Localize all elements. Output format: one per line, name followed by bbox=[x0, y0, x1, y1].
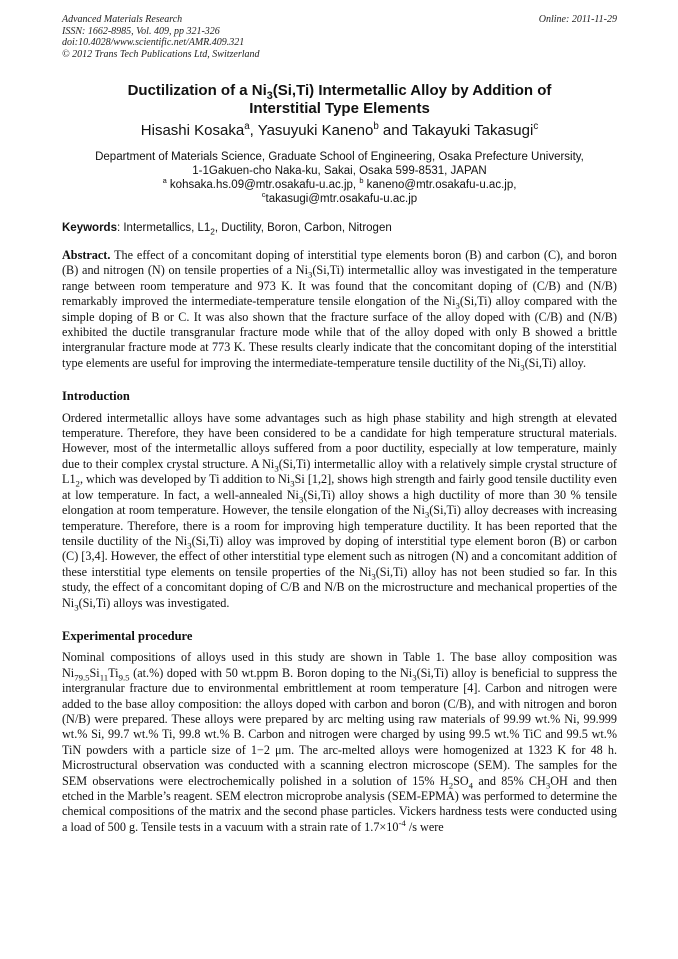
email-c[interactable]: takasugi@mtr.osakafu-u.ac.jp bbox=[265, 193, 418, 205]
subscript: 3 bbox=[298, 494, 304, 505]
subscript: 4 bbox=[468, 780, 474, 791]
email-b[interactable]: kaneno@mtr.osakafu-u.ac.jp, bbox=[363, 179, 517, 191]
journal-name: Advanced Materials Research bbox=[62, 14, 183, 25]
subscript: 3 bbox=[520, 362, 525, 373]
email-c-mark: c bbox=[261, 190, 266, 200]
author-3-mark: c bbox=[533, 121, 539, 132]
subscript: 3 bbox=[545, 780, 551, 791]
subscript: 3 bbox=[274, 463, 279, 474]
experimental-heading: Experimental procedure bbox=[62, 628, 193, 643]
email-a[interactable]: kohsaka.hs.09@mtr.osakafu-u.ac.jp, bbox=[166, 179, 360, 191]
subscript: 79.5 bbox=[74, 672, 90, 683]
intro-text: (Si,Ti) alloy decreases with increasing temperature. Therefore, there is a room for improving high temperature ductility. It has been reported that the tensile ductility of the Ni bbox=[62, 503, 617, 548]
intro-text: Ordered intermetallic alloys have some advantages such as high phase stability and high strength at elevated temperature. Therefore, they have been considered to be a candidate for high temperature structural materials. However, most of the intermetallic alloys suffered from a poor ductility, especially at low temperature, mainly due to their complex crystal structure. A Ni bbox=[62, 410, 617, 471]
subscript: 3 bbox=[455, 300, 460, 311]
exp-text: SO bbox=[453, 773, 469, 788]
subscript: 3 bbox=[290, 478, 295, 489]
exp-text: Si bbox=[89, 665, 100, 680]
copyright-line: © 2012 Trans Tech Publications Ltd, Switzerland bbox=[62, 48, 260, 60]
exp-text: OH and then etched in the Marble’s reagent. SEM electron microprobe analysis (SEM-EPMA) was performed to determine the chemical compositions of the matrix and the second phase particles. Vickers hardness tests were conducted using a load of 500 g. Tensile tests in a vacuum with a strain rate of 1.7×10 bbox=[62, 773, 617, 834]
exp-text: Ti bbox=[108, 665, 119, 680]
intro-text: (Si,Ti) alloy shows a high ductility of more than 30 % tensile elongation at room temperature. However, the tensile elongation of the Ni bbox=[62, 487, 617, 518]
title-subscript: 3 bbox=[266, 90, 273, 102]
keywords-text: : Intermetallics, L1 bbox=[116, 222, 211, 234]
author-2-mark: b bbox=[373, 121, 379, 132]
subscript: 2 bbox=[448, 780, 454, 791]
intro-text: (Si,Ti) intermetallic alloy with a relatively simple crystal structure of L1 bbox=[62, 456, 617, 487]
subscript: 3 bbox=[307, 269, 313, 280]
subscript: 11 bbox=[99, 672, 109, 683]
paper-body bbox=[62, 248, 617, 835]
subscript: 3 bbox=[412, 672, 417, 683]
doi-line: doi:10.4028/www.scientific.net/AMR.409.321 bbox=[62, 37, 245, 48]
exp-text: /s were bbox=[405, 819, 444, 834]
subscript: 3 bbox=[424, 509, 430, 520]
introduction-paragraph bbox=[62, 411, 617, 611]
affiliation-line-1: Department of Materials Science, Graduate School of Engineering, Osaka Prefecture University, bbox=[95, 151, 584, 163]
keywords bbox=[62, 222, 617, 237]
abstract-text: The effect of a concomitant doping of interstitial type elements boron (B) and carbon (C), and boron (B) and nitrogen (N) on tensile properties of a Ni bbox=[62, 248, 617, 278]
title-text-cont: (Si,Ti) Intermetallic Alloy by Addition of bbox=[272, 82, 552, 99]
intro-text: (Si,Ti) alloy has not been studied so far. In this study, the effect of a concomitant doping of C/B and N/B on the microstructure and mechanical properties of the Ni bbox=[62, 564, 617, 610]
exp-text: and 85% CH bbox=[473, 773, 546, 788]
intro-text: (Si,Ti) alloys was investigated. bbox=[78, 595, 230, 610]
keywords-text-cont: , Ductility, Boron, Carbon, Nitrogen bbox=[214, 222, 392, 234]
title-line-2: Interstitial Type Elements bbox=[249, 100, 430, 117]
experimental-paragraph bbox=[62, 650, 617, 835]
keywords-subscript: 2 bbox=[210, 227, 215, 237]
abstract-text: (Si,Ti) alloy. bbox=[524, 355, 587, 370]
affiliation-line-2: 1-1Gakuen-cho Naka-ku, Sakai, Osaka 599-8531, JAPAN bbox=[192, 165, 487, 177]
email-line-2 bbox=[62, 192, 617, 206]
author-3: and Takayuki Takasugi bbox=[378, 122, 534, 139]
author-1: Hisashi Kosaka bbox=[140, 122, 245, 139]
subscript: 3 bbox=[187, 540, 192, 551]
abstract-text: (Si,Ti) alloy compared with the simple doping of B or C. It was also shown that the fracture surface of the alloy doped with (C/B) and (N/B) exhibited the ductile transgranular fracture mode while that of the alloy doped with only B showed a brittle intergranular fracture mode at 773 K. These results clearly indicate that the concomitant doping of the interstitial type elements are useful for improving the intermediate-temperature tensile ductility of the Ni bbox=[62, 294, 617, 370]
subscript: 3 bbox=[371, 571, 376, 582]
exp-text: (at.%) doped with 50 wt.ppm B. Boron doping to the Ni bbox=[129, 665, 413, 680]
author-list bbox=[62, 122, 617, 140]
exp-text: (Si,Ti) alloy is beneficial to suppress the intergranular fracture due to environmental embrittlement at room temperature [4]. Carbon and nitrogen were added to the base alloy composition: the alloys doped with carbon and boron (C/B), and with nitrogen and boron (N/B) were prepared. These alloys were prepared by arc melting using raw materials of 99.99 wt.% Ni, 99.999 wt.% Si, 99.7 wt.% Ti, 99.8 wt.% B. Carbon and nitrogen were charged by using 99.5 wt.% TiC and 99.5 wt.% TiN powders with a particle size of 1−2 μm. The arc-melted alloys were homogenized at 1323 K for 48 h. Microstructural observation was conducted with a scanning electron microscope (SEM). The samples for the SEM observations were electrochemically polished in a solution of 15% H bbox=[62, 665, 617, 788]
intro-text: Si [1,2], shows high strength and fairly good tensile ductility even at low temperature. In fact, a well-annealed Ni bbox=[62, 472, 617, 502]
keywords-label: Keywords bbox=[62, 222, 117, 234]
superscript: -4 bbox=[398, 817, 406, 828]
abstract-text: (Si,Ti) intermetallic alloy was investigated in the temperature range between room temperature and 973 K. It was found that the concomitant doping of (C/B) and (N/B) remarkably improved the intermediate-temperature tensile elongation of the Ni bbox=[62, 263, 618, 309]
author-1-mark: a bbox=[244, 121, 250, 132]
issn-line: ISSN: 1662-8985, Vol. 409, pp 321-326 bbox=[62, 25, 220, 37]
abstract-label: Abstract. bbox=[62, 248, 111, 262]
introduction-heading: Introduction bbox=[62, 389, 130, 404]
email-a-mark: a bbox=[162, 176, 167, 186]
title-text: Ductilization of a Ni bbox=[127, 82, 267, 99]
online-date: Online: 2011-11-29 bbox=[538, 14, 617, 25]
journal-header bbox=[62, 14, 617, 60]
author-2: , Yasuyuki Kaneno bbox=[249, 122, 374, 139]
subscript: 9.5 bbox=[118, 672, 130, 683]
intro-text: (Si,Ti) alloy was improved by doping of interstitial type element boron (B) or carbon (C) [3,4]. However, the effect of other interstitial type element such as nitrogen (N) and a concomitant addition of these interstitial type elements on tensile properties of the Ni bbox=[62, 533, 617, 579]
subscript: 2 bbox=[75, 478, 80, 489]
subscript: 3 bbox=[74, 601, 79, 612]
paper-title bbox=[62, 82, 617, 118]
affiliation bbox=[62, 150, 617, 206]
abstract-paragraph bbox=[62, 248, 617, 371]
email-line-1 bbox=[62, 178, 617, 192]
intro-text: , which was developed by Ti addition to Ni bbox=[79, 472, 291, 487]
exp-text: Nominal compositions of alloys used in this study are shown in Table 1. The base alloy composition was Ni bbox=[62, 650, 617, 680]
email-b-mark: b bbox=[359, 176, 364, 186]
